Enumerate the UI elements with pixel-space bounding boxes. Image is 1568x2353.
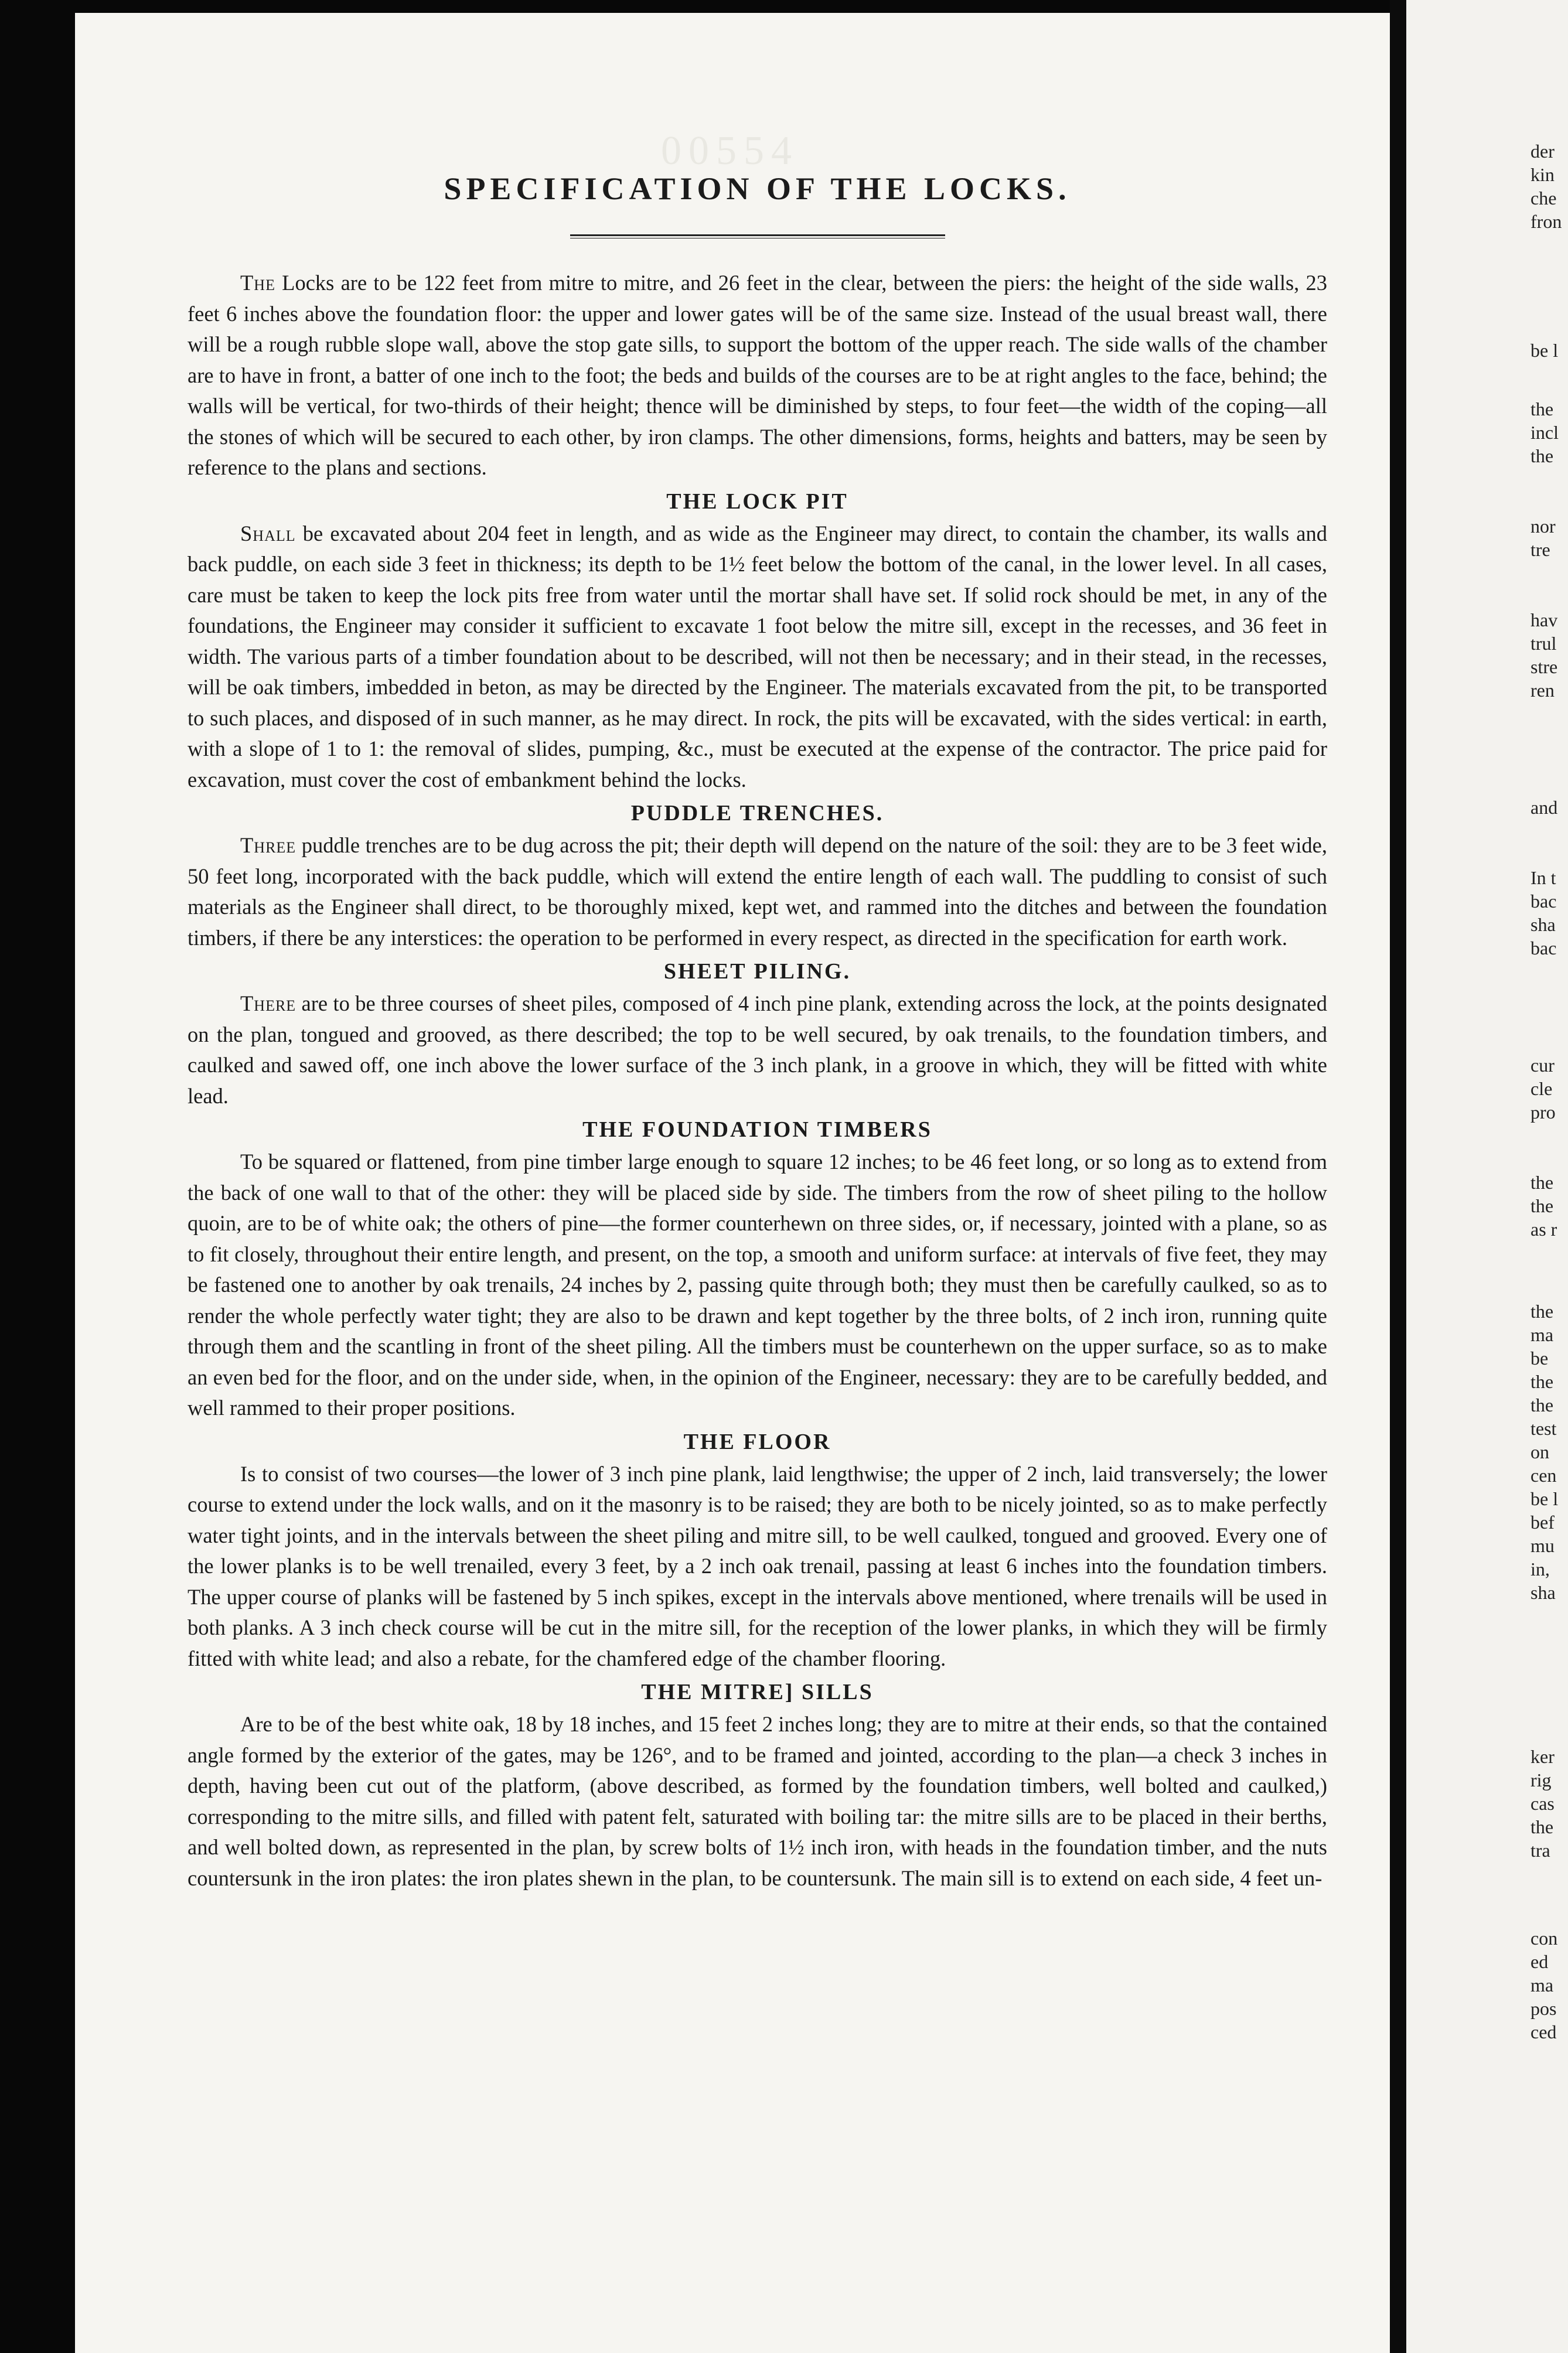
sections-container [188, 268, 1327, 1894]
section-paragraph [188, 519, 1327, 796]
adjacent-page-fragment: cle [1530, 1078, 1553, 1099]
adjacent-page-fragment: as r [1530, 1219, 1557, 1240]
adjacent-page-fragment: in, [1530, 1559, 1550, 1580]
adjacent-page-fragment: hav [1530, 609, 1558, 630]
paragraph-text: Are to be of the best white oak, 18 by 18 inches, and 15 feet 2 inches long; they are to mitre at their ends, so that the contained angle formed by the exterior of the gates, may be 126°, and to be framed and jointed, according to the plan—a check 3 inches in depth, having been cut out of the platform, (above described, as formed by the foundation timbers, well bolted and caulked,) corresponding to the mitre sills, and filled with patent felt, saturated with boiling tar: the mitre sills are to be placed in their berths, and well bolted down, as represented in the plan, by screw bolts of 1½ inch iron, with heads in the foundation timber, and the nuts countersunk in the iron plates: the iron plates shewn in the plan, to be countersunk. The main sill is to extend on each side, 4 feet un- [188, 1712, 1327, 1890]
adjacent-page-fragment: cur [1530, 1055, 1555, 1076]
section-heading: THE FLOOR [683, 1429, 831, 1454]
adjacent-page-fragment: nor [1530, 516, 1556, 537]
adjacent-page-fragment: the [1530, 445, 1554, 466]
adjacent-page-fragment: rig [1530, 1769, 1552, 1791]
adjacent-page-fragment: be [1530, 1348, 1549, 1369]
paragraph-text: Locks are to be 122 feet from mitre to mitre, and 26 feet in the clear, between the piers: the height of the side walls, 23 feet 6 inches above the foundation floor: the upper and lower gates will be of the same size. Instead of the usual breast wall, there will be a rough rubble slope wall, above the stop gate sills, to support the bottom of the upper reach. The side walls of the chamber are to have in front, a batter of one inch to the foot; the beds and builds of the courses are to be at right angles to the face, behind; the walls will be vertical, for two-thirds of their height; thence will be diminished by steps, to four feet—the width of the coping—all the stones of which will be secured to each other, by iron clamps. The other dimensions, forms, heights and batters, may be seen by reference to the plans and sections. [188, 271, 1327, 479]
section-paragraph [188, 1709, 1327, 1894]
document-page [75, 13, 1393, 2353]
adjacent-page-fragment: pro [1530, 1102, 1556, 1123]
paragraph-text: are to be three courses of sheet piles, composed of 4 inch pine plank, extending across the lock, at the points designated on the plan, tongued and grooved, as there described; the top to be well secured, by oak trenails, to the foundation timbers, and caulked and sawed off, one inch above the lower surface of the 3 inch plank, in a groove in which, they will be fitted with white lead. [188, 991, 1327, 1108]
adjacent-page-fragment: tre [1530, 539, 1550, 560]
adjacent-page-fragment: ker [1530, 1746, 1555, 1767]
paragraph-text: Is to consist of two courses—the lower of 3 inch pine plank, laid lengthwise; the upper of 2 inch, laid transversely; the lower course to extend under the lock walls, and on it the masonry is to be raised; they are both to be nicely jointed, so as to make perfectly water tight joints, and in the intervals between the sheet piling and mitre sill, to be well caulked, tongued and grooved. Every one of the lower planks is to be well trenailed, every 3 feet, by a 2 inch oak trenail, passing at least 6 inches into the foundation timbers. The upper course of planks will be fastened by 5 inch spikes, except in the intervals above mentioned, where trenails will be used in both planks. A 3 inch check course will be cut in the mitre sill, for the reception of the lower planks, in which they will be firmly fitted with white lead; and also a rebate, for the chamfered edge of the chamber flooring. [188, 1461, 1327, 1670]
adjacent-page-fragment: the [1530, 1172, 1554, 1193]
section-heading: THE MITRE] SILLS [641, 1680, 874, 1704]
section-paragraph [188, 1147, 1327, 1424]
adjacent-page-fragment: be l [1530, 1488, 1559, 1509]
adjacent-page-fragment: sha [1530, 1582, 1556, 1603]
adjacent-page-fragment: the [1530, 1195, 1554, 1216]
adjacent-page-fragment: sha [1530, 914, 1556, 935]
adjacent-page-fragment: che [1530, 187, 1557, 209]
adjacent-page-fragment: the [1530, 1371, 1554, 1392]
section-paragraph [188, 988, 1327, 1111]
paragraph-lead-word: The [240, 271, 275, 295]
adjacent-page-fragment: test [1530, 1418, 1557, 1439]
section-paragraph [188, 268, 1327, 483]
adjacent-page-fragment: bac [1530, 891, 1557, 912]
adjacent-page-fragment: bef [1530, 1512, 1555, 1533]
title-rule [570, 234, 945, 238]
adjacent-page-fragment: fron [1530, 211, 1562, 232]
adjacent-page-fragment: der [1530, 141, 1555, 162]
adjacent-page-fragment: and [1530, 797, 1558, 818]
adjacent-page-fragment: on [1530, 1441, 1549, 1462]
adjacent-page-fragment: In t [1530, 867, 1556, 888]
adjacent-page-fragment: the [1530, 1394, 1554, 1416]
adjacent-page-fragment: ed [1530, 1951, 1549, 1972]
adjacent-page-fragment: con [1530, 1928, 1558, 1949]
paragraph-text: To be squared or flattened, from pine timber large enough to square 12 inches; to be 46 feet long, or so long as to extend from the back of one wall to that of the other: they will be placed side by side. The timbers from the row of sheet piling to the hollow quoin, are to be of white oak; the others of pine—the former counterhewn on three sides, or, if necessary, jointed with a plane, so as to fit closely, throughout their entire length, and present, on the top, a smooth and uniform surface: at intervals of five feet, they may be fastened one to another by oak trenails, 24 inches by 2, passing quite through both; they must then be carefully caulked, so as to render the whole perfectly water tight; they are also to be drawn and kept together by the three bolts, of 2 inch iron, running quite through them and the scantling in front of the sheet piling. All the timbers must be counterhewn on the upper surface, so as to make an even bed for the floor, and on the under side, when, in the opinion of the Engineer, necessary: they are to be carefully bedded, and well rammed to their proper positions. [188, 1150, 1327, 1420]
adjacent-page-fragment: trul [1530, 633, 1557, 654]
document-content [188, 171, 1327, 1894]
adjacent-page-fragment: incl [1530, 422, 1559, 443]
section-heading: THE FOUNDATION TIMBERS [582, 1117, 932, 1142]
adjacent-page-fragment: bac [1530, 937, 1557, 959]
adjacent-page-fragment: ren [1530, 680, 1555, 701]
adjacent-page-fragment: the [1530, 1816, 1554, 1837]
faded-stamp: 00554 [661, 128, 799, 173]
adjacent-page-fragment: cen [1530, 1465, 1557, 1486]
adjacent-page-fragment: pos [1530, 1998, 1557, 2019]
adjacent-page-fragment: ma [1530, 1324, 1554, 1345]
section-heading: THE LOCK PIT [666, 489, 848, 514]
paragraph-lead-word: Shall [240, 521, 296, 545]
paragraph-text: be excavated about 204 feet in length, and as wide as the Engineer may direct, to contain the chamber, its walls and back puddle, on each side 3 feet in thickness; its depth to be 1½ feet below the bottom of the canal, in the lower level. In all cases, care must be taken to keep the lock pits free from water until the mortar shall have set. If solid rock should be met, in any of the foundations, the Engineer may consider it sufficient to excavate 1 foot below the mitre sill, except in the recesses, and 36 feet in width. The various parts of a timber foundation about to be described, will not then be necessary; and in their stead, in the recesses, will be oak timbers, imbedded in beton, as may be directed by the Engineer. The materials excavated from the pit, to be transported to such places, and disposed of in such manner, as he may direct. In rock, the pits will be excavated, with the sides vertical: in earth, with a slope of 1 to 1: the removal of slides, pumping, &c., must be executed at the expense of the contractor. The price paid for excavation, must cover the cost of embankment behind the locks. [188, 521, 1327, 792]
page-gutter [1390, 0, 1407, 2353]
section-heading: PUDDLE TRENCHES. [630, 801, 884, 826]
adjacent-page-fragment: stre [1530, 656, 1558, 677]
adjacent-page-fragment: the [1530, 398, 1554, 420]
adjacent-page-fragment: the [1530, 1301, 1554, 1322]
section-paragraph [188, 1459, 1327, 1675]
paragraph-lead-word: Three [240, 833, 296, 857]
adjacent-page-fragment: ma [1530, 1975, 1554, 1996]
section-heading: SHEET PILING. [663, 959, 851, 984]
paragraph-text: puddle trenches are to be dug across the pit; their depth will depend on the nature of the soil: they are to be 3 feet wide, 50 feet long, incorporated with the back puddle, which will extend the entire length of each wall. The puddling to consist of such materials as the Engineer shall direct, to be thoroughly mixed, kept wet, and rammed into the ditches and between the foundation timbers, if there be any interstices: the operation to be performed in every respect, as directed in the specification for earth work. [188, 833, 1327, 950]
adjacent-page-fragment: tra [1530, 1840, 1550, 1861]
adjacent-page-fragment: be l [1530, 340, 1559, 361]
adjacent-page-fragment: mu [1530, 1535, 1555, 1556]
adjacent-page-fragment: cas [1530, 1793, 1555, 1814]
document-title: SPECIFICATION OF THE LOCKS. [444, 171, 1071, 206]
adjacent-page-fragment: kin [1530, 164, 1555, 185]
paragraph-lead-word: There [240, 991, 296, 1015]
adjacent-page-fragment: ced [1530, 2021, 1557, 2042]
section-paragraph [188, 830, 1327, 953]
